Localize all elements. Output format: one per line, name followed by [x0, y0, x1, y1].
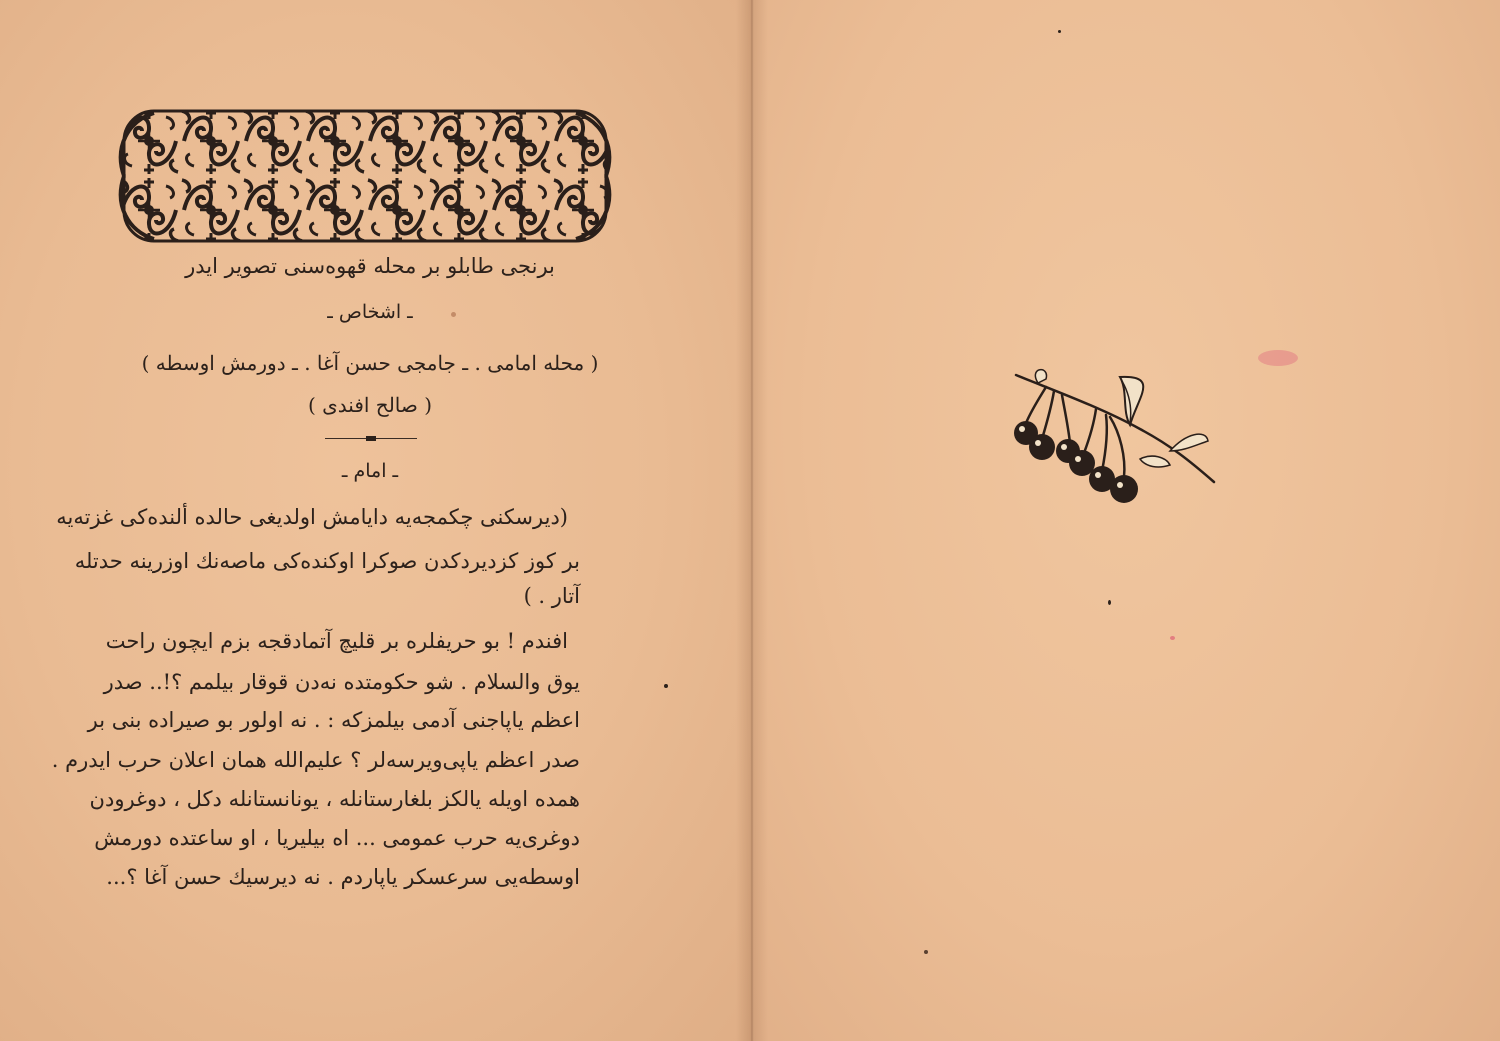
stage-direction-line: بر کوز کزدیردکدن صوکرا اوکنده‌کی ماصه‌نك اوزرینه حدتله — [74, 549, 580, 573]
arabesque-header-ornament — [118, 107, 612, 245]
book-gutter — [736, 0, 768, 1041]
speaker-heading: ـ امام ـ — [341, 460, 399, 482]
paper-stain — [1170, 636, 1175, 640]
paper-speck — [924, 950, 928, 954]
paper-speck — [1058, 30, 1061, 33]
speech-line: دوغری‌یه حرب عمومی ... اه بیلیریا ، او ساعتده دورمش — [94, 826, 580, 850]
stage-direction-line: آتار . ) — [523, 584, 580, 608]
paper-stain — [1258, 350, 1298, 366]
persons-list-line-1: ( محله امامی . ـ جامجی حسن آغا . ـ دورمش اوسطه ) — [141, 351, 599, 375]
speech-line: اوسطه‌یی سرعسکر یاپاردم . نه دیرسیك حسن آغا ؟... — [106, 865, 580, 889]
paper-stain — [451, 312, 456, 317]
speech-line: اعظم یاپاجنی آدمی بیلمزکه : . نه اولور بو صیراده بنی بر — [87, 708, 580, 732]
speech-line: همده اویله یالکز بلغارستانله ، یونانستانله دکل ، دوغرودن — [89, 787, 580, 811]
speech-line: افندم ! بو حریفلره بر قلیچ آتمادقجه بزم ایچون راحت — [105, 629, 568, 653]
stage-direction-line: (دیرسکنی چکمجه‌یه دایامش اولدیغی حالده ألنده‌کی غزته‌یه — [56, 505, 568, 529]
divider-ornament — [366, 436, 376, 441]
cherry-branch-vignette — [1010, 367, 1218, 510]
paper-speck — [664, 684, 668, 688]
scene-title: برنجی طابلو بر محله قهوه‌سنی تصویر ایدر — [185, 254, 555, 278]
persons-heading: ـ اشخاص ـ — [327, 301, 413, 323]
speech-line: یوق والسلام . شو حکومتده نه‌دن قوقار بیلمم ؟!.. صدر — [103, 670, 580, 694]
persons-list-line-2: ( صالح افندی ) — [307, 393, 433, 417]
right-page — [752, 0, 1500, 1041]
speech-line: صدر اعظم یاپی‌ویرسه‌لر ؟ علیم‌الله همان اعلان حرب ایدرم . — [51, 748, 580, 772]
paper-speck — [1108, 600, 1111, 605]
